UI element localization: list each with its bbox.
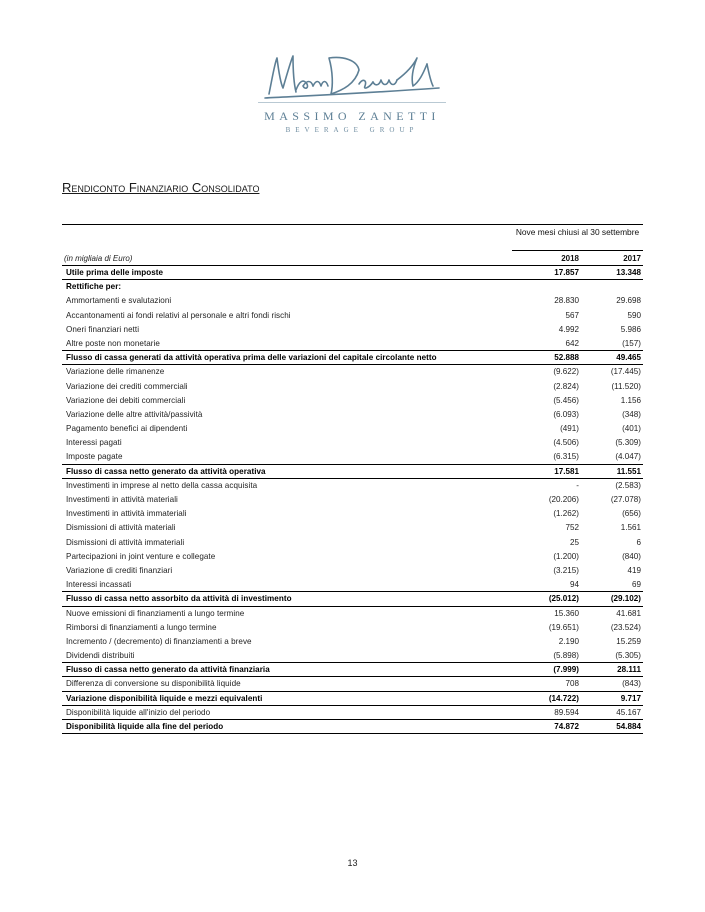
value-2018: (491) (560, 424, 579, 434)
table-row (62, 450, 643, 464)
value-2018: (7.999) (553, 665, 579, 675)
table-row (62, 394, 643, 408)
value-2017: (843) (622, 679, 641, 689)
value-2018: (4.506) (553, 438, 579, 448)
row-label: Partecipazioni in joint venture e collegate (66, 551, 216, 561)
row-label: Dividendi distribuiti (66, 651, 135, 661)
table-row (62, 550, 643, 564)
value-2017: 69 (631, 580, 641, 590)
value-2017: 1.561 (620, 523, 641, 533)
value-2018: 94 (569, 580, 579, 590)
row-label: Flusso di cassa netto assorbito da attività di investimento (66, 594, 292, 604)
table-row (62, 408, 643, 422)
value-2017: 54.884 (616, 722, 641, 731)
value-2017: (401) (622, 424, 641, 434)
value-2017: (17.445) (610, 367, 641, 377)
value-2017: (4.047) (615, 452, 641, 462)
table-row (62, 706, 643, 720)
table-row (62, 536, 643, 550)
row-label: Flusso di cassa netto generato da attività operativa (66, 466, 266, 476)
table-row (62, 266, 643, 280)
value-2018: 28.830 (554, 296, 579, 306)
table-row (62, 422, 643, 436)
value-2017: (2.583) (615, 480, 641, 490)
value-2018: (20.206) (548, 495, 579, 504)
value-2018: 25 (569, 537, 579, 547)
value-2018: - (576, 480, 579, 490)
table-row (62, 323, 643, 337)
table-row (62, 621, 643, 635)
value-2018: 52.888 (554, 353, 579, 363)
cash-flow-table (62, 266, 643, 734)
row-label: Rimborsi di finanziamenti a lungo termine (66, 622, 217, 632)
value-2017: 419 (627, 565, 641, 575)
value-2017: (29.102) (610, 594, 641, 604)
value-2018: 4.992 (558, 324, 579, 334)
row-label: Variazione di crediti finanziari (66, 565, 173, 575)
value-2018: (5.898) (553, 651, 579, 661)
row-label: Altre poste non monetarie (66, 338, 160, 348)
value-2017: 590 (627, 310, 641, 320)
table-row (62, 365, 643, 379)
year-2017-header: 2017 (623, 254, 641, 263)
table-row (62, 436, 643, 450)
company-logo (258, 40, 448, 140)
value-2017: (348) (622, 409, 641, 419)
value-2018: (3.215) (553, 565, 579, 575)
row-label: Disponibilità liquide alla fine del periodo (66, 722, 224, 731)
row-label: Variazione delle altre attività/passività (66, 409, 203, 419)
row-label: Dismissioni di attività materiali (66, 523, 176, 533)
table-row (62, 507, 643, 521)
table-row (62, 280, 643, 294)
value-2017: (27.078) (610, 495, 641, 504)
value-2018: 17.581 (554, 466, 579, 476)
row-label: Pagamento benefici ai dipendenti (66, 424, 188, 434)
row-label: Variazione dei debiti commerciali (66, 395, 186, 405)
table-row (62, 649, 643, 663)
row-label: Flusso di cassa netto generato da attività finanziaria (66, 665, 270, 675)
signature-icon (263, 44, 443, 104)
logo-divider (258, 102, 446, 103)
value-2018: (1.262) (553, 509, 579, 519)
table-row (62, 607, 643, 621)
row-label: Dismissioni di attività immateriali (66, 537, 185, 547)
page-title: Rendiconto Finanziario Consolidato (62, 180, 260, 195)
value-2018: (14.722) (548, 693, 579, 703)
value-2017: 15.259 (616, 636, 641, 646)
table-row (62, 663, 643, 677)
period-rule (512, 250, 643, 251)
table-row (62, 578, 643, 592)
row-label: Investimenti in imprese al netto della cassa acquisita (66, 480, 258, 490)
table-row (62, 380, 643, 394)
value-2017: (656) (622, 509, 641, 519)
row-label: Rettifiche per: (66, 282, 122, 292)
row-label: Disponibilità liquide all'inizio del periodo (66, 707, 211, 717)
row-label: Differenza di conversione su disponibilità liquide (66, 679, 241, 689)
row-label: Interessi pagati (66, 438, 122, 448)
value-2018: (6.315) (553, 452, 579, 462)
row-label: Investimenti in attività immateriali (66, 509, 187, 519)
row-label: Imposte pagate (66, 452, 123, 462)
year-2018-header: 2018 (561, 254, 579, 263)
row-label: Oneri finanziari netti (66, 324, 140, 334)
row-label: Variazione dei crediti commerciali (66, 381, 188, 391)
table-row (62, 337, 643, 351)
table-row (62, 564, 643, 578)
table-header (62, 224, 643, 266)
row-label: Flusso di cassa generati da attività operativa prima delle variazioni del capitale circolante netto (66, 353, 437, 363)
table-row (62, 479, 643, 493)
value-2018: (19.651) (548, 622, 579, 632)
value-2017: 1.156 (620, 395, 641, 405)
table-row (62, 309, 643, 323)
row-label: Accantonamenti ai fondi relativi al personale e altri fondi rischi (66, 310, 291, 320)
value-2018: (1.200) (553, 551, 579, 561)
row-label: Ammortamenti e svalutazioni (66, 296, 172, 306)
page-number: 13 (347, 858, 358, 868)
value-2018: (6.093) (553, 409, 579, 419)
value-2018: 15.360 (554, 608, 579, 618)
unit-label: (in migliaia di Euro) (64, 254, 133, 263)
value-2017: 11.551 (616, 466, 641, 476)
header-top-rule (62, 224, 643, 225)
table-row (62, 692, 643, 706)
value-2017: 45.167 (616, 707, 641, 717)
table-row (62, 294, 643, 308)
row-label: Incremento / (decremento) di finanziamenti a breve (66, 636, 252, 646)
table-row (62, 677, 643, 691)
table-row (62, 493, 643, 507)
value-2017: (5.309) (615, 438, 641, 448)
row-label: Variazione disponibilità liquide e mezzi equivalenti (66, 693, 263, 703)
row-label: Utile prima delle imposte (66, 268, 164, 277)
row-label: Variazione delle rimanenze (66, 367, 165, 377)
value-2018: (5.456) (553, 395, 579, 405)
value-2018: 642 (565, 338, 579, 348)
value-2017: (11.520) (611, 381, 641, 391)
value-2018: 708 (565, 679, 579, 689)
value-2018: 2.190 (558, 636, 579, 646)
value-2018: 567 (565, 310, 579, 320)
value-2017: (840) (622, 551, 641, 561)
value-2018: 74.872 (554, 722, 579, 731)
table-row (62, 592, 643, 606)
period-label: Nove mesi chiusi al 30 settembre (515, 227, 640, 237)
table-row (62, 351, 643, 365)
value-2018: 17.857 (554, 268, 579, 277)
table-row (62, 465, 643, 479)
value-2018: 752 (565, 523, 579, 533)
row-label: Nuove emissioni di finanziamenti a lungo termine (66, 608, 245, 618)
row-label: Interessi incassati (66, 580, 132, 590)
value-2017: 13.348 (616, 268, 641, 277)
value-2017: 5.986 (620, 324, 641, 334)
value-2017: 49.465 (616, 353, 641, 363)
value-2018: (9.622) (553, 367, 579, 377)
table-row (62, 635, 643, 649)
row-label: Investimenti in attività materiali (66, 495, 178, 504)
value-2017: (23.524) (610, 622, 641, 632)
value-2017: (157) (622, 338, 641, 348)
table-row (62, 521, 643, 535)
value-2018: (25.012) (548, 594, 579, 604)
value-2017: 9.717 (620, 693, 641, 703)
value-2017: 6 (636, 537, 641, 547)
value-2017: 29.698 (616, 296, 641, 306)
brand-name: MASSIMO ZANETTI (264, 109, 440, 123)
value-2017: 28.111 (617, 665, 641, 675)
value-2018: 89.594 (554, 707, 579, 717)
brand-tagline: BEVERAGE GROUP (285, 126, 419, 134)
value-2017: 41.681 (616, 608, 641, 618)
value-2017: (5.305) (615, 651, 641, 661)
table-row (62, 720, 643, 734)
value-2018: (2.824) (553, 381, 579, 391)
